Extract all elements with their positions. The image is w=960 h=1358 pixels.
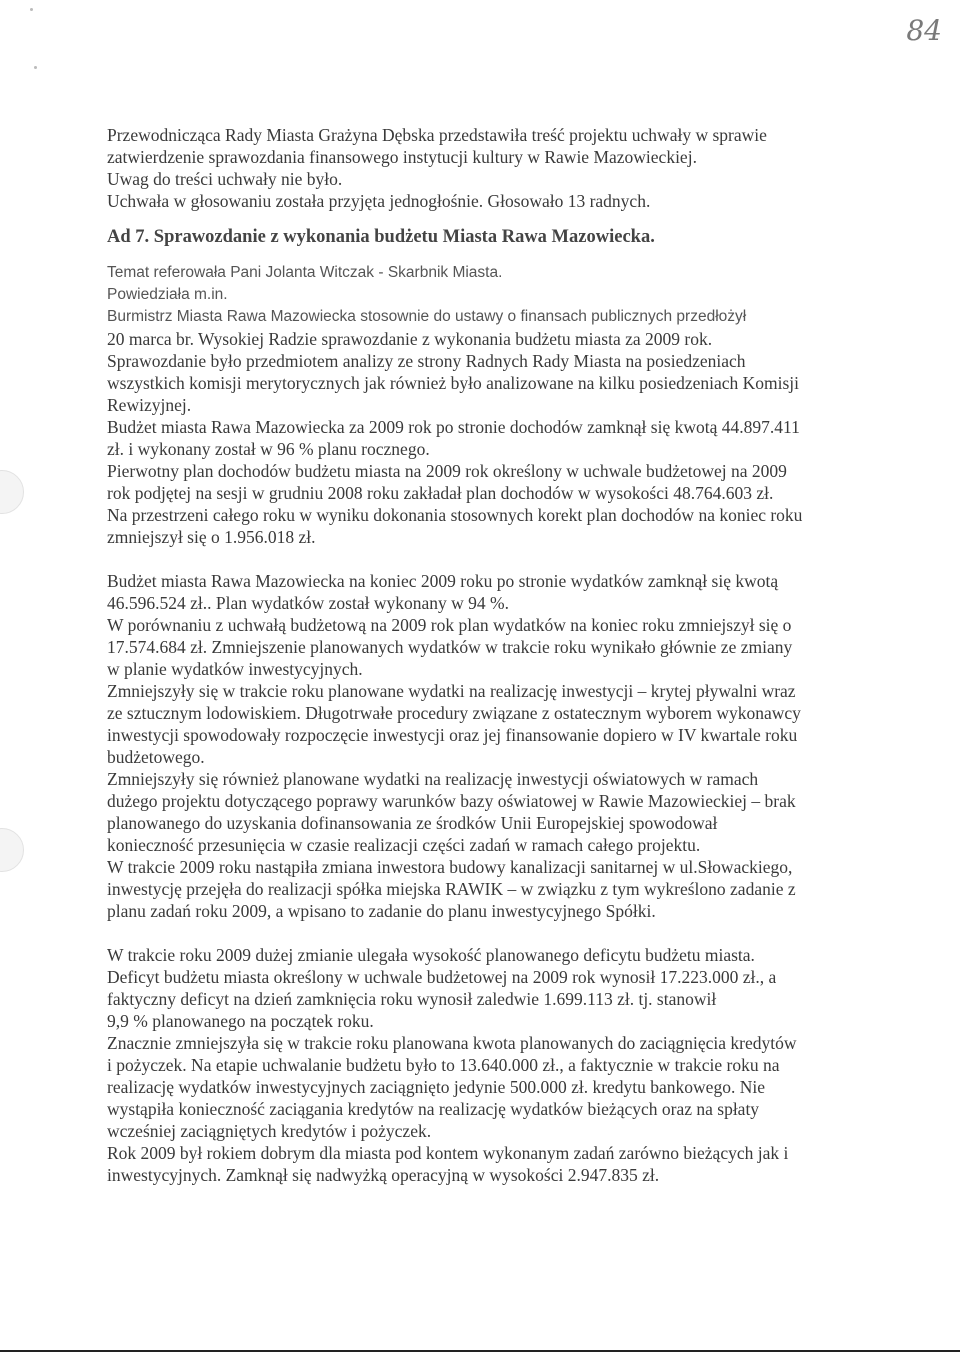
text-line: inwestycji spowodowały rozpoczęcie inwestycji oraz jej finansowanie dopiero w IV kwartale roku	[107, 725, 798, 745]
punch-hole	[0, 470, 24, 514]
meta-block	[107, 262, 877, 328]
paragraph-spacer	[107, 922, 877, 944]
text-line: i pożyczek. Na etapie uchwalanie budżetu było to 13.640.000 zł., a faktycznie w trakcie roku na	[107, 1055, 780, 1075]
text-line: budżetowego.	[107, 747, 205, 767]
document-body	[107, 124, 877, 1186]
text-line: konieczność przesunięcia w czasie realizacji części zadań w ramach całego projektu.	[107, 835, 701, 855]
text-line: Pierwotny plan dochodów budżetu miasta na 2009 rok określony w uchwale budżetowej na 2009	[107, 461, 787, 481]
text-line: 17.574.684 zł. Zmniejszenie planowanych wydatków w trakcie roku wynikało głównie ze zmiany	[107, 637, 793, 657]
text-line: wystąpiła konieczność zaciągania kredytów na realizację wydatków bieżących oraz na spłaty	[107, 1099, 760, 1119]
paragraph-block-4	[107, 944, 877, 1186]
text-line: Przewodnicząca Rady Miasta Grażyna Dębska przedstawiła treść projektu uchwały w sprawie	[107, 125, 767, 145]
text-line: inwestycję przejęła do realizacji spółka miejska RAWIK – w związku z tym wykreślono zadanie z	[107, 879, 796, 899]
text-line: Burmistrz Miasta Rawa Mazowiecka stosownie do ustawy o finansach publicznych przedłożył	[107, 308, 747, 325]
text-line: zatwierdzenie sprawozdania finansowego instytucji kultury w Rawie Mazowieckiej.	[107, 147, 697, 167]
text-line: realizację wydatków inwestycyjnych zaciągnięto jedynie 500.000 zł. kredytu bankowego. Nie	[107, 1077, 765, 1097]
scan-speck	[30, 8, 33, 11]
text-line: zmniejszył się o 1.956.018 zł.	[107, 527, 316, 547]
text-line: Rok 2009 był rokiem dobrym dla miasta pod kontem wykonanym zadań zarówno bieżących jak i	[107, 1143, 789, 1163]
text-line: Deficyt budżetu miasta określony w uchwale budżetowej na 2009 rok wynosił 17.223.000 zł., a	[107, 967, 777, 987]
scan-bottom-edge	[0, 1350, 960, 1352]
text-line: Budżet miasta Rawa Mazowiecka za 2009 rok po stronie dochodów zamknął się kwotą 44.897.411	[107, 417, 800, 437]
text-line: Znacznie zmniejszyła się w trakcie roku planowana kwota planowanych do zaciągnięcia kredytów	[107, 1033, 797, 1053]
text-line: Uwag do treści uchwały nie było.	[107, 169, 343, 189]
text-line: Uchwała w głosowaniu została przyjęta jednogłośnie. Głosowało 13 radnych.	[107, 191, 651, 211]
paragraph-block-2	[107, 328, 877, 548]
text-line: Temat referowała Pani Jolanta Witczak - Skarbnik Miasta.	[107, 264, 503, 281]
text-line: W trakcie roku 2009 dużej zmianie ulegała wysokość planowanego deficytu budżetu miasta.	[107, 945, 755, 965]
text-line: W trakcie 2009 roku nastąpiła zmiana inwestora budowy kanalizacji sanitarnej w ul.Słowackiego,	[107, 857, 793, 877]
paragraph-block-1	[107, 124, 877, 212]
text-line: zł. i wykonany został w 96 % planu rocznego.	[107, 439, 430, 459]
text-line: planowanego do uzyskania dofinansowania ze środków Unii Europejskiej spowodował	[107, 813, 718, 833]
page-number-mark: 84	[906, 14, 942, 47]
text-line: faktyczny deficyt na dzień zamknięcia roku wynosił zaledwie 1.699.113 zł. tj. stanowił	[107, 989, 717, 1009]
text-line: rok podjętej na sesji w grudniu 2008 roku zakładał plan dochodów w wysokości 48.764.603 zł.	[107, 483, 774, 503]
text-line: Zmniejszyły się również planowane wydatki na realizację inwestycji oświatowych w ramach	[107, 769, 759, 789]
text-line: ze sztucznym lodowiskiem. Długotrwałe procedury związane z ostatecznym wyborem wykonawcy	[107, 703, 801, 723]
text-line: w planie wydatków inwestycyjnych.	[107, 659, 363, 679]
text-line: Rewizyjnej.	[107, 395, 192, 415]
text-line: 46.596.524 zł.. Plan wydatków został wykonany w 94 %.	[107, 593, 509, 613]
text-line: Budżet miasta Rawa Mazowiecka na koniec 2009 roku po stronie wydatków zamknął się kwotą	[107, 571, 779, 591]
text-line: 20 marca br. Wysokiej Radzie sprawozdanie z wykonania budżetu miasta za 2009 rok.	[107, 329, 713, 349]
scan-speck	[34, 66, 37, 69]
paragraph-spacer	[107, 548, 877, 570]
text-line: wcześniej zaciągniętych kredytów i pożyczek.	[107, 1121, 432, 1141]
punch-hole	[0, 828, 24, 872]
text-line: planu zadań roku 2009, a wpisano to zadanie do planu inwestycyjnego Spółki.	[107, 901, 656, 921]
text-line: wszystkich komisji merytorycznych jak również było analizowane na kilku posiedzeniach Komisji	[107, 373, 800, 393]
paragraph-block-3	[107, 570, 877, 922]
text-line: inwestycyjnych. Zamknął się nadwyżką operacyjną w wysokości 2.947.835 zł.	[107, 1165, 660, 1185]
section-heading: Ad 7. Sprawozdanie z wykonania budżetu Miasta Rawa Mazowiecka.	[107, 227, 655, 247]
text-line: 9,9 % planowanego na początek roku.	[107, 1011, 374, 1031]
text-line: Sprawozdanie było przedmiotem analizy ze strony Radnych Rady Miasta na posiedzeniach	[107, 351, 746, 371]
text-line: W porównaniu z uchwałą budżetową na 2009 rok plan wydatków na koniec roku zmniejszył się o	[107, 615, 792, 635]
text-line: Na przestrzeni całego roku w wyniku dokonania stosownych korekt plan dochodów na koniec roku	[107, 505, 803, 525]
text-line: dużego projektu dotyczącego poprawy warunków bazy oświatowej w Rawie Mazowieckiej – brak	[107, 791, 796, 811]
text-line: Powiedziała m.in.	[107, 286, 228, 303]
text-line: Zmniejszyły się w trakcie roku planowane wydatki na realizację inwestycji – krytej pływalni wraz	[107, 681, 796, 701]
